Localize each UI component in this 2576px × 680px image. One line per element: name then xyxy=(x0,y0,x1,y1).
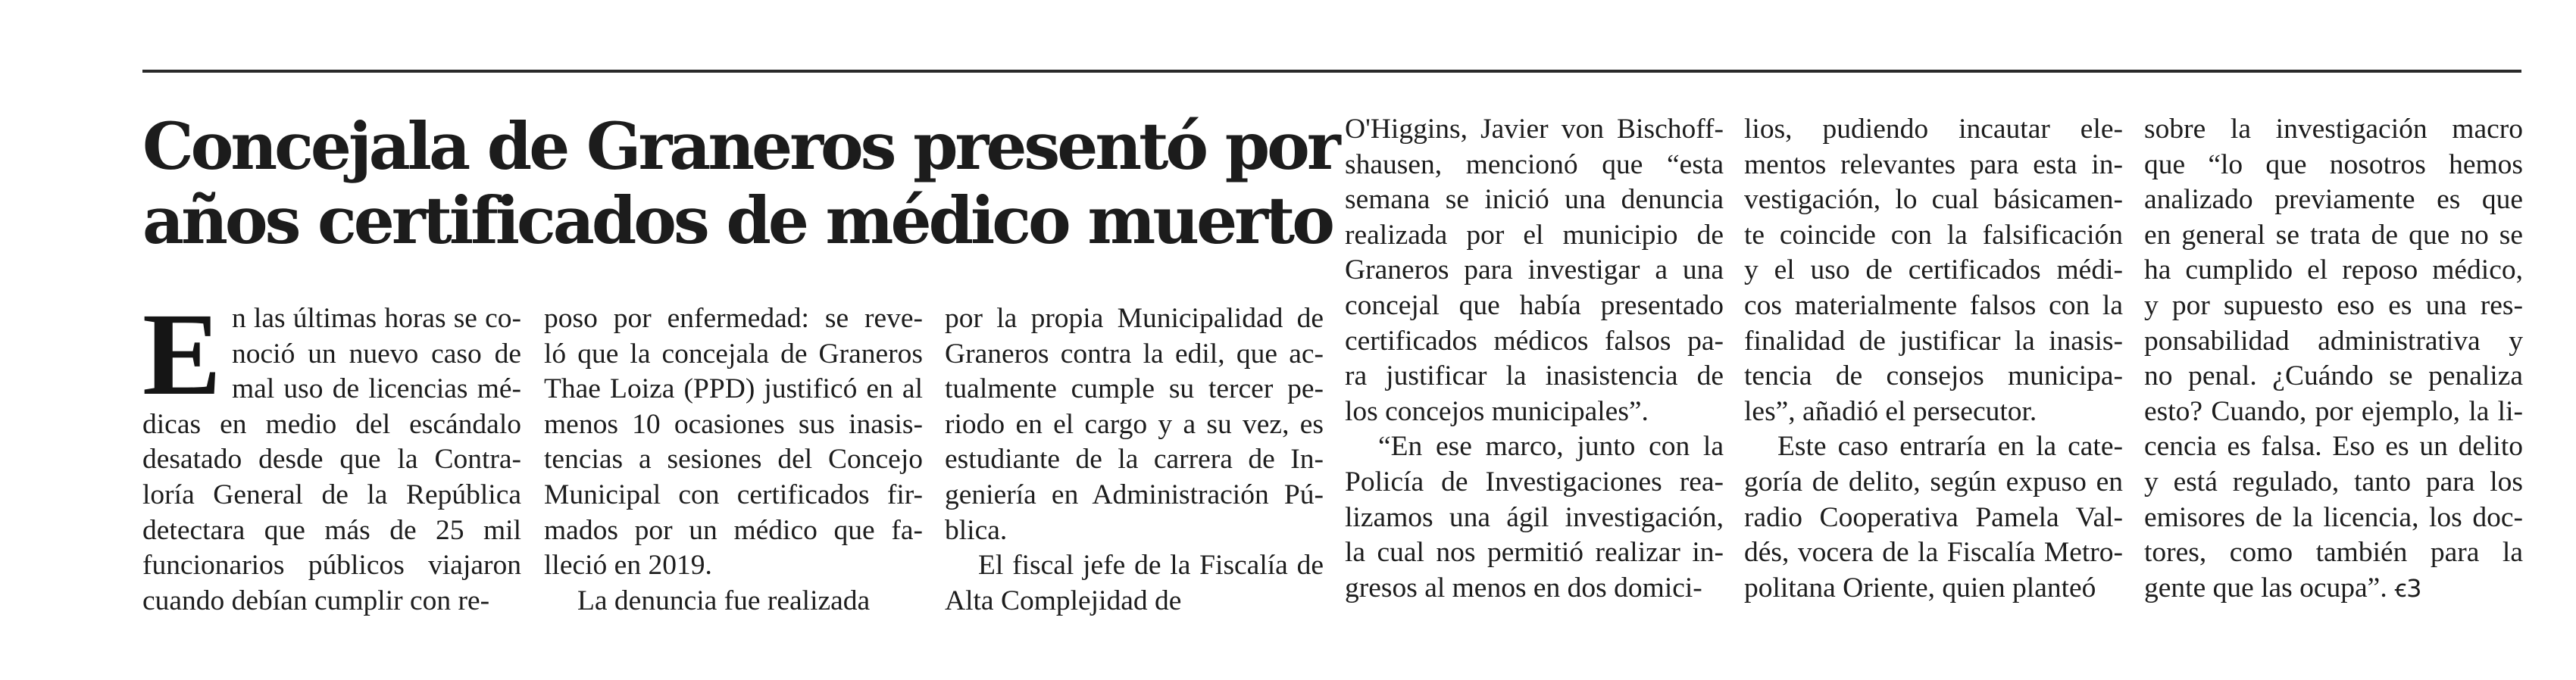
drop-cap: E xyxy=(142,289,222,420)
article-line: O'Higgins, Javier von Bischoff- xyxy=(1345,114,1724,145)
article-column-2 xyxy=(544,301,923,619)
article-line: mados por un médico que fa- xyxy=(544,514,923,546)
headline xyxy=(142,109,1338,259)
article-line: geniería en Administración Pú- xyxy=(945,479,1324,510)
article-line: estudiante de la carrera de In- xyxy=(945,444,1324,476)
article-line: lleció en 2019. xyxy=(544,550,712,582)
article-column-1 xyxy=(142,289,521,619)
article-line: lios, pudiendo incautar ele- xyxy=(1744,114,2123,145)
article-line: riodo en el cargo y a su vez, es xyxy=(945,408,1324,440)
article-column-5 xyxy=(1744,112,2123,606)
article-line: detectara que más de 25 mil xyxy=(142,514,521,546)
article-line-text: gente que las ocupa”. xyxy=(2144,572,2387,604)
article-line: n las últimas horas se co- xyxy=(232,303,521,334)
article-line: ha cumplido el reposo médico, xyxy=(2144,254,2523,286)
headline-line: Concejala de Graneros presentó por xyxy=(142,109,1338,185)
end-mark-icon: ꞓ3 xyxy=(2394,573,2422,603)
article-line: realizada por el municipio de xyxy=(1345,219,1724,251)
article-line: esto? Cuando, por ejemplo, la li- xyxy=(2144,395,2523,427)
article-line: emisores de la licencia, los doc- xyxy=(2144,501,2523,533)
article-line: Alta Complejidad de xyxy=(945,585,1182,616)
article-line: radio Cooperativa Pamela Val- xyxy=(1744,501,2123,533)
article-line: mentos relevantes para esta in- xyxy=(1744,148,2123,180)
article-line: y está regulado, tanto para los xyxy=(2144,466,2523,498)
article-line: dicas en medio del escándalo xyxy=(142,408,521,440)
article-column-4 xyxy=(1345,112,1724,606)
article-line: Municipal con certificados fir- xyxy=(544,479,923,510)
article-line: por la propia Municipalidad de xyxy=(945,303,1324,334)
article-line: ló que la concejala de Graneros xyxy=(544,338,923,370)
article-line: ra justificar la inasistencia de xyxy=(1345,360,1724,392)
article-line: sobre la investigación macro xyxy=(2144,114,2523,145)
article-column-6 xyxy=(2144,112,2523,606)
article-line: menos 10 ocasiones sus inasis- xyxy=(544,408,923,440)
article-line: ponsabilidad administrativa y xyxy=(2144,325,2523,357)
article-line: blica. xyxy=(945,514,1008,546)
article-line: lizamos una ágil investigación, xyxy=(1345,501,1724,533)
article-line: gresos al menos en dos domici- xyxy=(1345,572,1702,604)
article-line: loría General de la República xyxy=(142,479,521,510)
article-line: certificados médicos falsos pa- xyxy=(1345,325,1724,357)
article-line: shausen, mencionó que “esta xyxy=(1345,148,1724,180)
article-line: noció un nuevo caso de xyxy=(232,338,521,370)
article-line: tencias a sesiones del Concejo xyxy=(544,444,923,476)
article-line: Graneros contra la edil, que ac- xyxy=(945,338,1324,370)
article-line: finalidad de justificar la inasis- xyxy=(1744,325,2123,357)
article-line: Este caso entraría en la cate- xyxy=(1777,431,2123,463)
article-line: tores, como también para la xyxy=(2144,537,2523,569)
article-line: desatado desde que la Contra- xyxy=(142,444,521,476)
article-line: Policía de Investigaciones rea- xyxy=(1345,466,1724,498)
article-column-3 xyxy=(945,301,1324,619)
article-line: te coincide con la falsificación xyxy=(1744,219,2123,251)
article-line: El fiscal jefe de la Fiscalía de xyxy=(978,550,1324,582)
article-line: los concejos municipales”. xyxy=(1345,395,1649,427)
article-line: cos materialmente falsos con la xyxy=(1744,289,2123,321)
article-line: cuando debían cumplir con re- xyxy=(142,585,490,616)
article-line: analizado previamente es que xyxy=(2144,184,2523,216)
article-line: poso por enfermedad: se reve- xyxy=(544,303,923,334)
article-line: vestigación, lo cual básicamen- xyxy=(1744,184,2123,216)
top-rule xyxy=(142,70,2521,73)
article-line: no penal. ¿Cuándo se penaliza xyxy=(2144,360,2523,392)
article-line: funcionarios públicos viajaron xyxy=(142,550,521,582)
article-line: politana Oriente, quien planteó xyxy=(1744,572,2096,604)
article-line: y el uso de certificados médi- xyxy=(1744,254,2123,286)
article-line: La denuncia fue realizada xyxy=(577,585,871,616)
article-line: Thae Loiza (PPD) justificó en al xyxy=(544,373,923,405)
article-line: cencia es falsa. Eso es un delito xyxy=(2144,431,2523,463)
article-line: la cual nos permitió realizar in- xyxy=(1345,537,1724,569)
article-line: dés, vocera de la Fiscalía Metro- xyxy=(1744,537,2123,569)
article-line: goría de delito, según expuso en xyxy=(1744,466,2123,498)
article-line: tencia de consejos municipa- xyxy=(1744,360,2123,392)
article-line: mal uso de licencias mé- xyxy=(232,373,521,405)
article-line: en general se trata de que no se xyxy=(2144,219,2523,251)
article-line: “En ese marco, junto con la xyxy=(1378,431,1724,463)
article-line: tualmente cumple su tercer pe- xyxy=(945,373,1324,405)
article-line: que “lo que nosotros hemos xyxy=(2144,148,2523,180)
article-line: y por supuesto eso es una res- xyxy=(2144,289,2523,321)
article-line: semana se inició una denuncia xyxy=(1345,184,1724,216)
article-line: concejal que había presentado xyxy=(1345,289,1724,321)
article-line xyxy=(2144,571,2523,607)
article-line: les”, añadió el persecutor. xyxy=(1744,395,2037,427)
headline-line: años certificados de médico muerto xyxy=(142,183,1332,259)
article-line: Graneros para investigar a una xyxy=(1345,254,1724,286)
